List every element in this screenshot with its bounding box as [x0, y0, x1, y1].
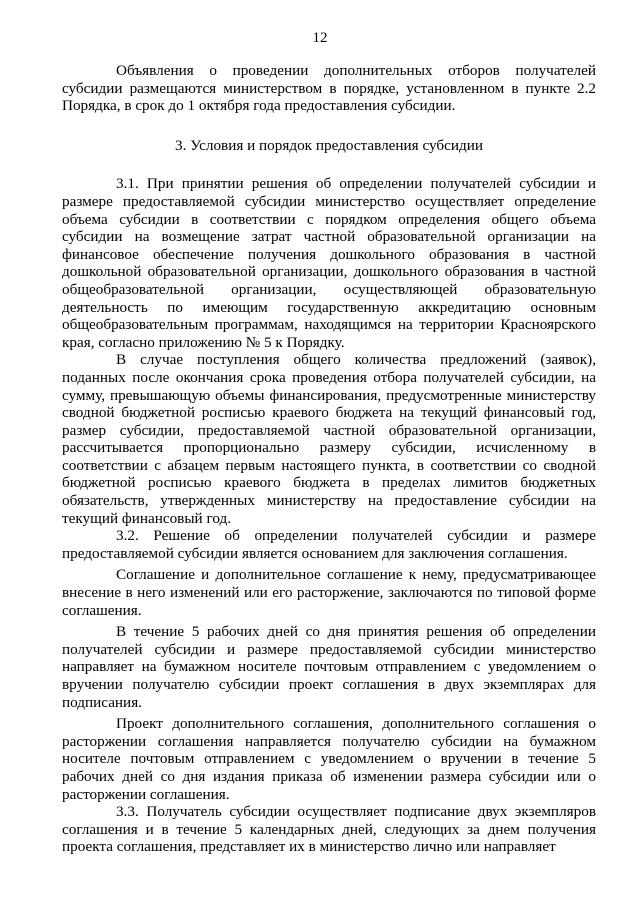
paragraph-3-2: 3.2. Решение об определении получателей субсидии и размере предоставляемой субсидии является основанием для заключения соглашения. — [62, 527, 596, 562]
paragraph-3-3: 3.3. Получатель субсидии осуществляет подписание двух экземпляров соглашения и в течение 5 календарных дней, следующих за днем получения проекта соглашения, представляет их в министерство лично или направляет — [62, 803, 596, 856]
paragraph-proportional-calculation: В случае поступления общего количества предложений (заявок), поданных после окончания срока проведения отбора получателей субсидии, на сумму, превышающую объемы финансирования, предусмотренные министерству сводной бюджетной росписью краевого бюджета на текущий финансовый год, размер субсидии, предоставляемой частной образовательной организации, рассчитывается пропорционально размеру субсидии, исчисленному в соответствии с абзацем первым настоящего пункта, в соответствии со сводной бюджетной росписью краевого бюджета в пределах лимитов бюджетных обязательств, утвержденных министерству на предоставление субсидии на текущий финансовый год. — [62, 351, 596, 527]
document-body — [62, 62, 596, 856]
paragraph-additional-agreement: Проект дополнительного соглашения, дополнительного соглашения о расторжении соглашения направляется получателю субсидии на бумажном носителе почтовым отправлением с уведомлением о вручении в течение 5 рабочих дней со дня издания приказа об изменении размера субсидии или о расторжении соглашения. — [62, 715, 596, 803]
paragraph-announcements: Объявления о проведении дополнительных отборов получателей субсидии размещаются министерством в порядке, установленном в пункте 2.2 Порядка, в срок до 1 октября года предоставления субсидии. — [62, 62, 596, 115]
paragraph-3-1: 3.1. При принятии решения об определении получателей субсидии и размере предоставляемой субсидии министерство осуществляет определение объема субсидии в соответствии с порядком определения общего объема субсидии на возмещение затрат частной образовательной организации на финансовое обеспечение получения дошкольного образования в частной дошкольной образовательной организации, дошкольного образования в частной общеобразовательной организации, осуществляющей образовательную деятельность по имеющим государственную аккредитацию основным общеобразовательным программам, находящимся на территории Красноярского края, согласно приложению № 5 к Порядку. — [62, 175, 596, 351]
section-heading: 3. Условия и порядок предоставления субсидии — [175, 136, 483, 154]
paragraph-agreement-sending: В течение 5 рабочих дней со дня принятия решения об определении получателей субсидии и размере предоставляемой субсидии министерство направляет на бумажном носителе почтовым отправлением с уведомлением о вручении получателю субсидии проект соглашения в двух экземплярах для подписания. — [62, 623, 596, 711]
paragraph-agreement-form: Соглашение и дополнительное соглашение к нему, предусматривающее внесение в него изменений или его расторжение, заключаются по типовой форме соглашения. — [62, 566, 596, 619]
page-number: 12 — [312, 30, 328, 46]
